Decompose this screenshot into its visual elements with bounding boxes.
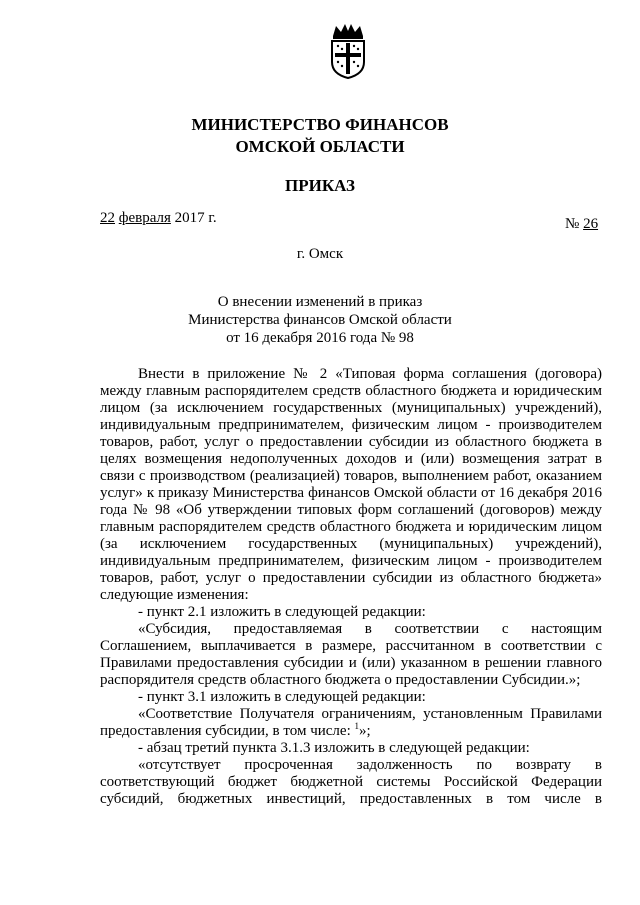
date-year: 2017 г. — [174, 210, 217, 226]
order-date — [100, 210, 217, 227]
order-number — [565, 216, 598, 233]
intro-paragraph: Внести в приложение № 2 «Типовая форма соглашения (договора) между главным распорядителем средств областного бюджета и юридическим лицом (за исключением государственных (муниципальных) учреждений), индивидуальным предпринимателем, физическим лицом - производителем товаров, работ, услуг о предоставлении субсидии из областного бюджета в целях возмещения недополученных доходов и (или) возмещения затрат в связи с производством (реализацией) товаров, выполнением работ, оказанием услуг» к приказу Министерства финансов Омской области от 16 декабря 2016 года № 98 «Об утверждении типовых форм соглашений (договоров) между главным распорядителем средств областного бюджета и юридическим лицом (за исключением государственных (муниципальных) учреждений), индивидуальным предпринимателем, физическим лицом - производителем товаров, работ, услуг о предоставлении субсидии из областного бюджета» следующие изменения: — [100, 366, 602, 603]
date-day: 22 — [100, 210, 115, 226]
change-item-3-1-3: - абзац третий пункта 3.1.3 изложить в следующей редакции: — [138, 740, 530, 756]
quote-3-1-3: «отсутствует просроченная задолженность по возврату в соответствующий бюджет бюджетной системы Российской Федерации субсидий, бюджетных инвестиций, предоставленных в том числе в — [100, 757, 602, 807]
quote-3-1-end: »; — [358, 723, 371, 739]
omsk-coat-of-arms-icon — [327, 22, 369, 80]
subject-line1: О внесении изменений в приказ — [217, 294, 423, 310]
order-subject — [0, 293, 640, 347]
date-month: февраля — [118, 210, 171, 226]
quote-3-1 — [100, 706, 602, 740]
ministry-name-line1: МИНИСТЕРСТВО ФИНАНСОВ — [191, 115, 449, 134]
document-type-title: ПРИКАЗ — [285, 176, 355, 195]
order-body — [100, 366, 602, 808]
footnote-marker: 1 — [354, 721, 359, 731]
subject-line3: от 16 декабря 2016 года № 98 — [226, 330, 414, 346]
change-item-3-1: - пункт 3.1 изложить в следующей редакции: — [138, 689, 426, 705]
quote-2-1: «Субсидия, предоставляемая в соответствии с настоящим Соглашением, выплачивается в размере, рассчитанном в соответствии с Правилами предоставления субсидии и (или) указанном в решении главного распорядителя средств областного бюджета о предоставлении Субсидии.»; — [100, 621, 602, 688]
ministry-name-line2: ОМСКОЙ ОБЛАСТИ — [235, 137, 405, 156]
number-value: 26 — [583, 216, 599, 232]
city: г. Омск — [296, 246, 344, 262]
quote-3-1-text: «Соответствие Получателя ограничениям, установленным Правилами предоставления субсидии, в том числе: — [100, 706, 602, 739]
number-prefix: № — [565, 216, 580, 232]
change-item-2-1: - пункт 2.1 изложить в следующей редакции: — [138, 604, 426, 620]
subject-line2: Министерства финансов Омской области — [188, 312, 452, 328]
